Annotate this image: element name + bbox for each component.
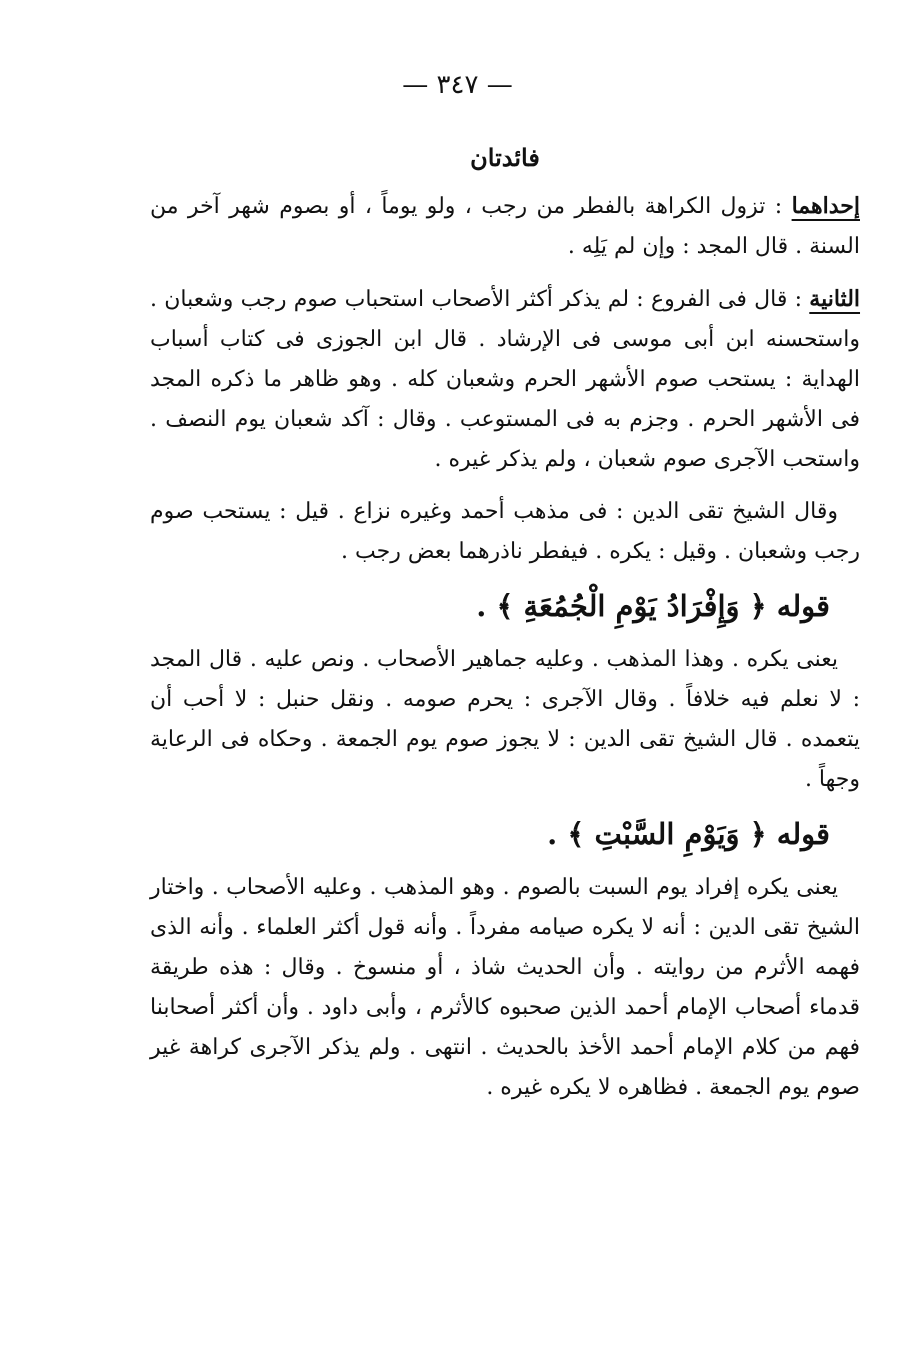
heading-friday — [150, 584, 830, 628]
heading-end: . — [476, 589, 487, 623]
quran-quote: ﴿ وَإِفْرَادُ يَوْمِ الْجُمُعَةِ ﴾ — [496, 589, 767, 623]
paragraph-friday: يعنى يكره . وهذا المذهب . وعليه جماهير الأصحاب . ونص عليه . قال المجد : لا نعلم فيه خلافاً . وقال الآجرى : يحرم صومه . ونقل حنبل : لا أحب أن يتعمده . قال الشيخ تقى الدين : لا يجوز صوم يوم الجمعة . وحكاه فى الرعاية وجهاً . — [150, 647, 860, 792]
quran-quote: ﴿ وَيَوْمِ السَّبْتِ ﴾ — [567, 817, 767, 851]
paragraph-label: إحداهما — [791, 193, 860, 219]
page-number: — ٣٤٧ — — [402, 70, 513, 100]
heading-end: . — [547, 817, 558, 851]
paragraph-label: الثانية — [809, 286, 861, 312]
heading-prefix: قوله — [776, 817, 830, 851]
heading-saturday — [150, 812, 830, 856]
paragraph-text: : تزول الكراهة بالفطر من رجب ، ولو يوماً ، أو بصوم شهر آخر من السنة . قال المجد : وإن لم يَلِه . — [150, 194, 860, 259]
page-body — [150, 138, 860, 1120]
paragraph-second-benefit — [150, 279, 860, 480]
section-title: فائدتان — [470, 143, 540, 172]
paragraph-first-benefit — [150, 186, 860, 267]
paragraph-text: : قال فى الفروع : لم يذكر أكثر الأصحاب استحباب صوم رجب وشعبان . واستحسنه ابن أبى موسى فى الإرشاد . قال ابن الجوزى فى كتاب أسباب الهداية : يستحب صوم الأشهر الحرم وشعبان كله . وهو ظاهر ما ذكره المجد فى الأشهر الحرم . وجزم به فى المستوعب . وقال : آكد شعبان يوم النصف . واستحب الآجرى صوم شعبان ، ولم يذكر غيره . — [150, 287, 860, 472]
heading-prefix: قوله — [776, 589, 830, 623]
paragraph-taqi-al-din: وقال الشيخ تقى الدين : فى مذهب أحمد وغيره نزاع . قيل : يستحب صوم رجب وشعبان . وقيل : يكره . فيفطر ناذرهما بعض رجب . — [150, 499, 860, 564]
paragraph-saturday: يعنى يكره إفراد يوم السبت بالصوم . وهو المذهب . وعليه الأصحاب . واختار الشيخ تقى الدين : أنه لا يكره صيامه مفرداً . وأنه قول أكثر العلماء . وأنه الذى فهمه الأثرم من روايته . وأن الحديث شاذ ، أو منسوخ . وقال : هذه طريقة قدماء أصحاب الإمام أحمد الذين صحبوه كالأثرم ، وأبى داود . وأن أكثر أصحابنا فهم من كلام الإمام أحمد الأخذ بالحديث . انتهى . ولم يذكر الآجرى كراهة غير صوم يوم الجمعة . فظاهره لا يكره غيره . — [150, 875, 860, 1100]
